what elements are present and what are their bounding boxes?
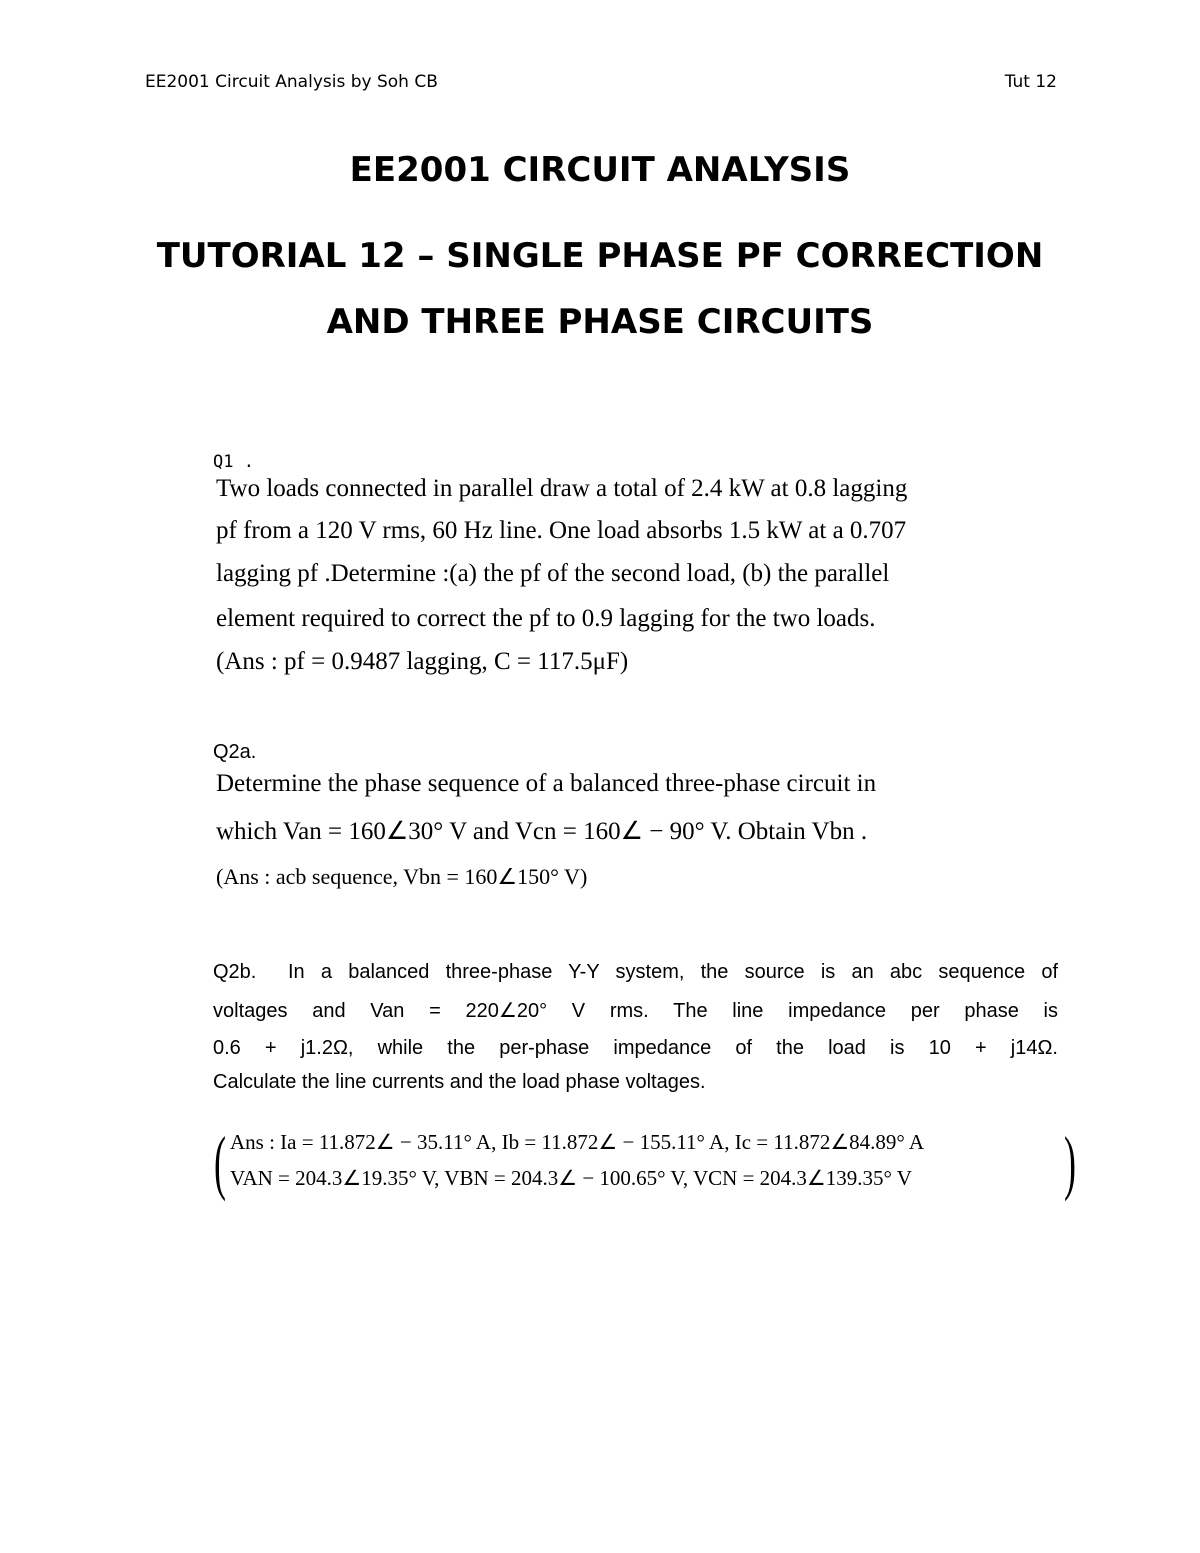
course-title: EE2001 CIRCUIT ANALYSIS [349, 150, 851, 190]
q2b-answer-box [213, 1122, 1077, 1202]
q2b-line2: voltages and Van = 220∠20° V rms. The line impedance per phase is [213, 1000, 1058, 1022]
header-left: EE2001 Circuit Analysis by Soh CB [145, 72, 438, 92]
q2a-label: Q2a. [213, 741, 257, 763]
q2a-answer: (Ans : acb sequence, Vbn = 160∠150° V) [216, 864, 588, 889]
q2b-answer-line2: VAN = 204.3∠19.35° V, VBN = 204.3∠ − 100.65° V, VCN = 204.3∠139.35° V [230, 1166, 912, 1190]
tutorial-title-line1: TUTORIAL 12 – SINGLE PHASE PF CORRECTION [156, 236, 1044, 276]
right-paren-icon: ) [1064, 1122, 1077, 1202]
q2b-line3: 0.6 + j1.2Ω, while the per-phase impedance of the load is 10 + j14Ω. [213, 1037, 1058, 1059]
header-right: Tut 12 [1004, 72, 1057, 92]
q1-line: pf from a 120 V rms, 60 Hz line. One load absorbs 1.5 kW at a 0.707 [216, 517, 907, 544]
left-paren-icon: ( [213, 1122, 226, 1202]
q2b-line1: In a balanced three-phase Y-Y system, the source is an abc sequence of [288, 961, 1058, 983]
q2b-answer-line1: Ans : Ia = 11.872∠ − 35.11° A, Ib = 11.872∠ − 155.11° A, Ic = 11.872∠84.89° A [230, 1130, 925, 1154]
q1-answer: (Ans : pf = 0.9487 lagging, C = 117.5μF) [216, 648, 629, 675]
q2a-line2: which Van = 160∠30° V and Vcn = 160∠ − 90° V. Obtain Vbn . [216, 818, 868, 845]
q1-line: lagging pf .Determine :(a) the pf of the second load, (b) the parallel [216, 560, 890, 587]
q2b-label: Q2b. [213, 961, 257, 983]
q2a-line1: Determine the phase sequence of a balanced three-phase circuit in [216, 770, 877, 797]
tutorial-title-line2: AND THREE PHASE CIRCUITS [326, 302, 874, 342]
q1-label: Q1 . [213, 452, 254, 472]
q2b-line4: Calculate the line currents and the load phase voltages. [213, 1071, 706, 1093]
q1-line: Two loads connected in parallel draw a total of 2.4 kW at 0.8 lagging [216, 475, 908, 502]
q1-line: element required to correct the pf to 0.9 lagging for the two loads. [216, 605, 876, 632]
